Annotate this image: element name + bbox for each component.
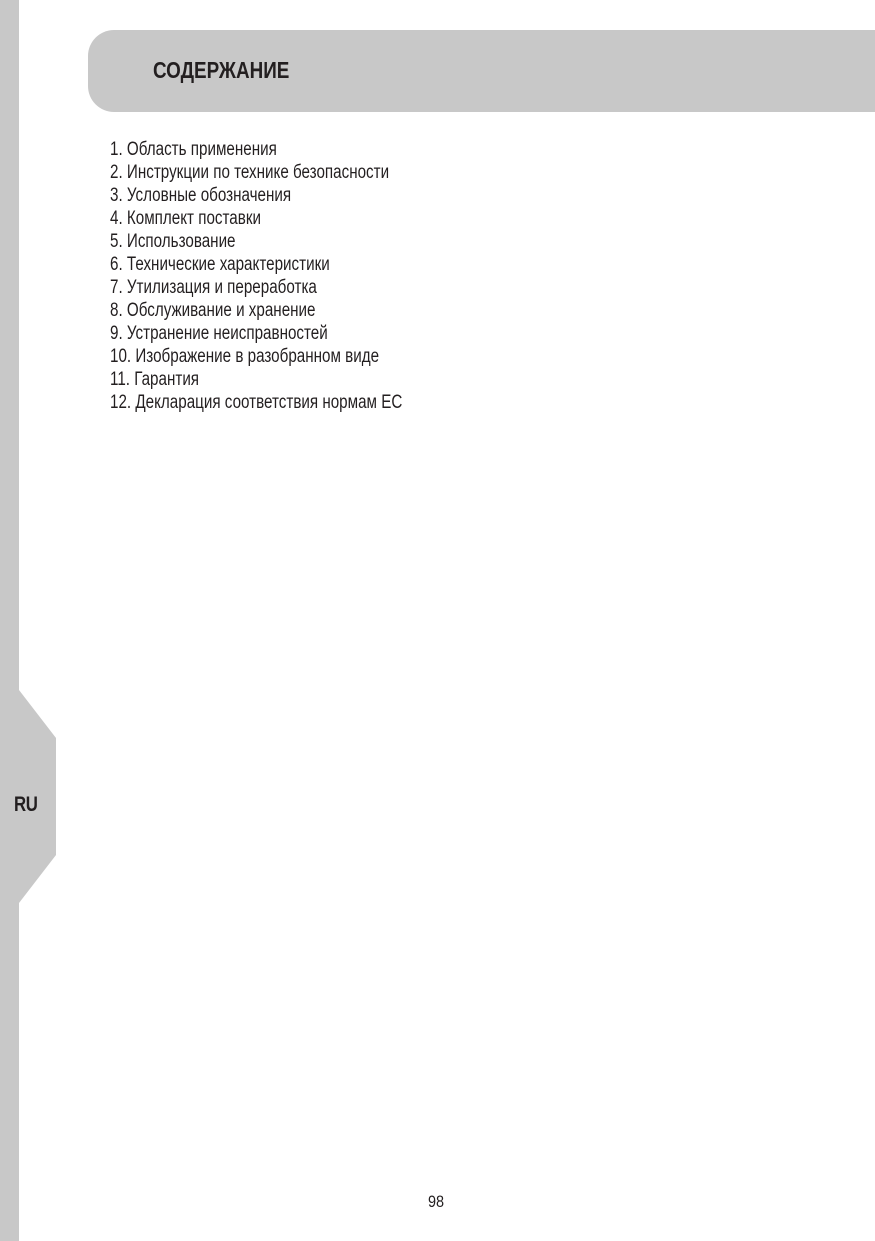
toc-item[interactable]: 6. Технические характеристики <box>110 254 330 275</box>
toc-item[interactable]: 9. Устранение неисправностей <box>110 323 328 344</box>
toc-item[interactable]: 4. Комплект поставки <box>110 208 261 229</box>
page-title: СОДЕРЖАНИЕ <box>153 57 290 83</box>
toc-item[interactable]: 7. Утилизация и переработка <box>110 277 317 298</box>
page-number: 98 <box>428 1192 445 1211</box>
language-label: RU <box>14 793 38 816</box>
toc-item[interactable]: 1. Область применения <box>110 139 277 160</box>
toc-item[interactable]: 11. Гарантия <box>110 369 200 390</box>
toc-item[interactable]: 10. Изображение в разобранном виде <box>110 346 380 367</box>
table-of-contents <box>110 138 475 414</box>
toc-item[interactable]: 2. Инструкции по технике безопасности <box>110 162 390 183</box>
toc-item[interactable]: 8. Обслуживание и хранение <box>110 300 316 321</box>
toc-item[interactable]: 12. Декларация соответствия нормам ЕС <box>110 392 403 413</box>
toc-item[interactable]: 5. Использование <box>110 231 236 252</box>
toc-item[interactable]: 3. Условные обозначения <box>110 185 292 206</box>
language-tab <box>0 0 60 1241</box>
